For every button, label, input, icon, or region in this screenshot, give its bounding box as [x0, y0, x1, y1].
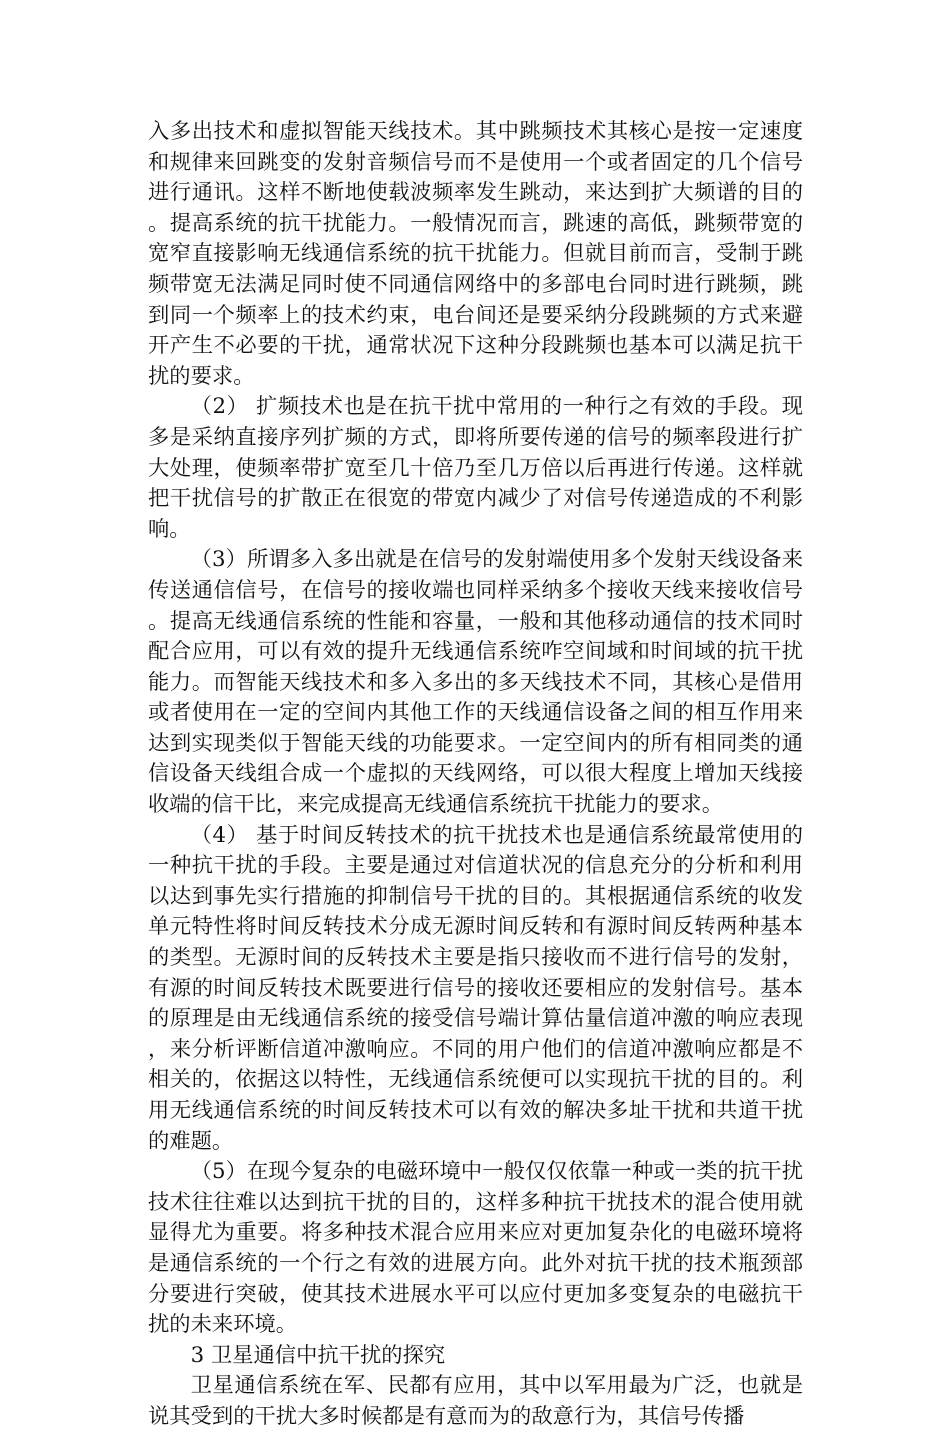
document-body [148, 117, 803, 1433]
section-heading: 3 卫星通信中抗干扰的探究 [190, 1342, 446, 1368]
paragraph-continuation: 入多出技术和虚拟智能天线技术。其中跳频技术其核心是按一定速度和规律来回跳变的发射音频信号而不是使用一个或者固定的几个信号进行通讯。这样不断地使载波频率发生跳动，来达到扩大频谱的目的。提高系统的抗干扰能力。一般情况而言，跳速的高低，跳频带宽的宽窄直接影响无线通信系统的抗干扰能力。但就目前而言，受制于跳频带宽无法满足同时使不同通信网络中的多部电台同时进行跳频，跳到同一个频率上的技术约束，电台间还是要采纳分段跳频的方式来避开产生不必要的干扰，通常状况下这种分段跳频也基本可以满足抗干扰的要求。 [148, 119, 803, 389]
paragraph-spread-spectrum: （2） 扩频技术也是在抗干扰中常用的一种行之有效的手段。现多是采纳直接序列扩频的方式，即将所要传递的信号的频率段进行扩大处理，使频率带扩宽至几十倍乃至几万倍以后再进行传递。这样就把干扰信号的扩散正在很宽的带宽内减少了对信号传递造成的不利影响。 [148, 394, 803, 542]
paragraph-satellite-intro: 卫星通信系统在军、民都有应用，其中以军用最为广泛，也就是说其受到的干扰大多时候都是有意而为的敌意行为，其信号传播 [148, 1373, 803, 1429]
paragraph-hybrid-techniques: （5）在现今复杂的电磁环境中一般仅仅依靠一种或一类的抗干扰技术往往难以达到抗干扰的目的，这样多种抗干扰技术的混合使用就显得尤为重要。将多种技术混合应用来应对更加复杂化的电磁环境将是通信系统的一个行之有效的进展方向。此外对抗干扰的技术瓶颈部分要进行突破，使其技术进展水平可以应付更加多变复杂的电磁抗干扰的未来环境。 [148, 1159, 803, 1338]
paragraph-time-reversal: （4） 基于时间反转技术的抗干扰技术也是通信系统最常使用的一种抗干扰的手段。主要是通过对信道状况的信息充分的分析和利用以达到事先实行措施的抑制信号干扰的目的。其根据通信系统的收发单元特性将时间反转技术分成无源时间反转和有源时间反转两种基本的类型。无源时间的反转技术主要是指只接收而不进行信号的发射，有源的时间反转技术既要进行信号的接收还要相应的发射信号。基本的原理是由无线通信系统的接受信号端计算估量信道冲激的响应表现，来分析评断信道冲激响应。不同的用户他们的信道冲激响应都是不相关的，依据这以特性，无线通信系统便可以实现抗干扰的目的。利用无线通信系统的时间反转技术可以有效的解决多址干扰和共道干扰的难题。 [148, 822, 803, 1154]
paragraph-mimo: （3）所谓多入多出就是在信号的发射端使用多个发射天线设备来传送通信信号，在信号的接收端也同样采纳多个接收天线来接收信号。提高无线通信系统的性能和容量，一般和其他移动通信的技术同时配合应用，可以有效的提升无线通信系统咋空间域和时间域的抗干扰能力。而智能天线技术和多入多出的多天线技术不同，其核心是借用或者使用在一定的空间内其他工作的天线通信设备之间的相互作用来达到实现类似于智能天线的功能要求。一定空间内的所有相同类的通信设备天线组合成一个虚拟的天线网络，可以很大程度上增加天线接收端的信干比，来完成提高无线通信系统抗干扰能力的要求。 [148, 547, 803, 818]
